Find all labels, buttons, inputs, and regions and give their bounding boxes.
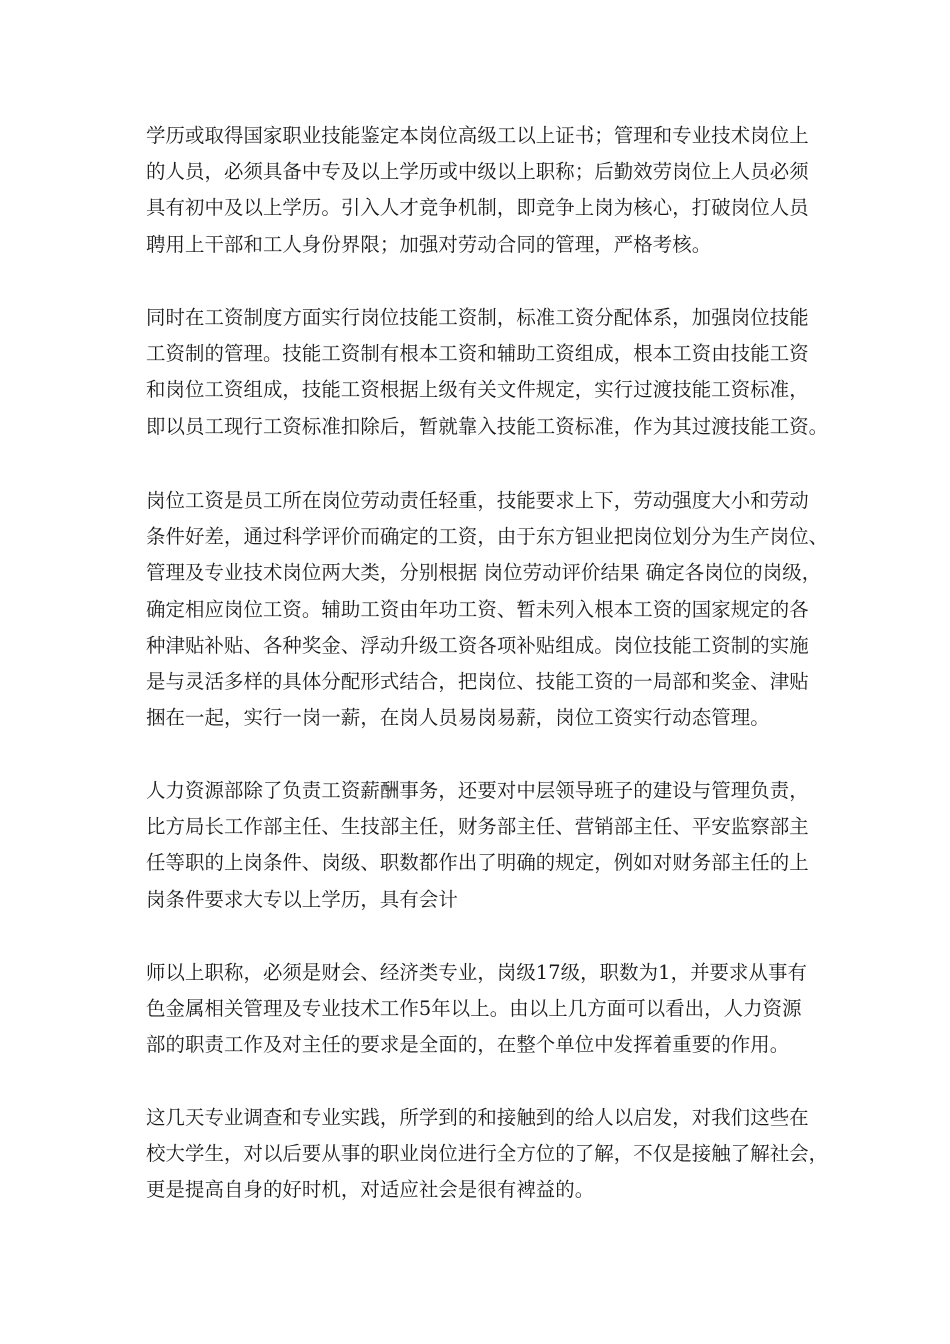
text-line: 种津贴补贴、各种奖金、浮动升级工资各项补贴组成。岗位技能工资制的实施 [146, 633, 809, 657]
text-line: 确定相应岗位工资。辅助工资由年功工资、暂未列入根本工资的国家规定的各 [146, 597, 809, 621]
text-line: 色金属相关管理及专业技术工作5年以上。由以上几方面可以看出，人力资源 [146, 997, 802, 1021]
text-line: 的人员，必须具备中专及以上学历或中级以上职称；后勤效劳岗位上人员必须 [146, 160, 809, 184]
text-line: 学历或取得国家职业技能鉴定本岗位高级工以上证书；管理和专业技术岗位上 [146, 124, 809, 147]
paragraph-5 [146, 955, 816, 1064]
text-line: 工资制的管理。技能工资制有根本工资和辅助工资组成，根本工资由技能工资 [146, 342, 809, 366]
text-line: 部的职责工作及对主任的要求是全面的，在整个单位中发挥着重要的作用。 [146, 1033, 790, 1057]
text-line: 校大学生，对以后要从事的职业岗位进行全方位的了解，不仅是接触了解社会， [146, 1142, 829, 1166]
paragraph-6 [146, 1100, 829, 1209]
text-line: 岗条件要求大专以上学历，具有会计 [146, 887, 458, 911]
text-line: 更是提高自身的好时机，对适应社会是很有裨益的。 [146, 1178, 595, 1202]
text-line: 条件好差，通过科学评价而确定的工资，由于东方钽业把岗位划分为生产岗位、 [146, 525, 829, 549]
text-line: 和岗位工资组成，技能工资根据上级有关文件规定，实行过渡技能工资标准， [146, 378, 809, 402]
text-line: 岗位工资是员工所在岗位劳动责任轻重，技能要求上下，劳动强度大小和劳动 [146, 489, 809, 512]
text-line: 捆在一起，实行一岗一薪，在岗人员易岗易薪，岗位工资实行动态管理。 [146, 706, 770, 730]
paragraph-4 [146, 773, 816, 918]
paragraph-3 [146, 483, 829, 736]
text-line: 具有初中及以上学历。引入人才竞争机制，即竞争上岗为核心，打破岗位人员 [146, 196, 809, 220]
text-line: 任等职的上岗条件、岗级、职数都作出了明确的规定，例如对财务部主任的上 [146, 851, 809, 875]
text-line: 聘用上干部和工人身份界限；加强对劳动合同的管理，严格考核。 [146, 232, 712, 256]
paragraph-2 [146, 300, 829, 445]
text-line: 师以上职称，必须是财会、经济类专业，岗级17级，职数为1，并要求从事有 [146, 961, 808, 984]
text-line: 人力资源部除了负责工资薪酬事务，还要对中层领导班子的建设与管理负责， [146, 779, 809, 802]
text-line: 管理及专业技术岗位两大类，分别根据 岗位劳动评价结果 确定各岗位的岗级， [146, 561, 822, 585]
text-line: 比方局长工作部主任、生技部主任，财务部主任、营销部主任、平安监察部主 [146, 815, 809, 839]
text-line: 是与灵活多样的具体分配形式结合，把岗位、技能工资的一局部和奖金、津贴 [146, 669, 809, 693]
text-line: 同时在工资制度方面实行岗位技能工资制，标准工资分配体系，加强岗位技能 [146, 306, 809, 329]
text-line: 这几天专业调查和专业实践，所学到的和接触到的给人以启发，对我们这些在 [146, 1106, 809, 1129]
text-line: 即以员工现行工资标准扣除后，暂就靠入技能工资标准，作为其过渡技能工资。 [146, 414, 829, 438]
paragraph-1 [146, 118, 816, 263]
